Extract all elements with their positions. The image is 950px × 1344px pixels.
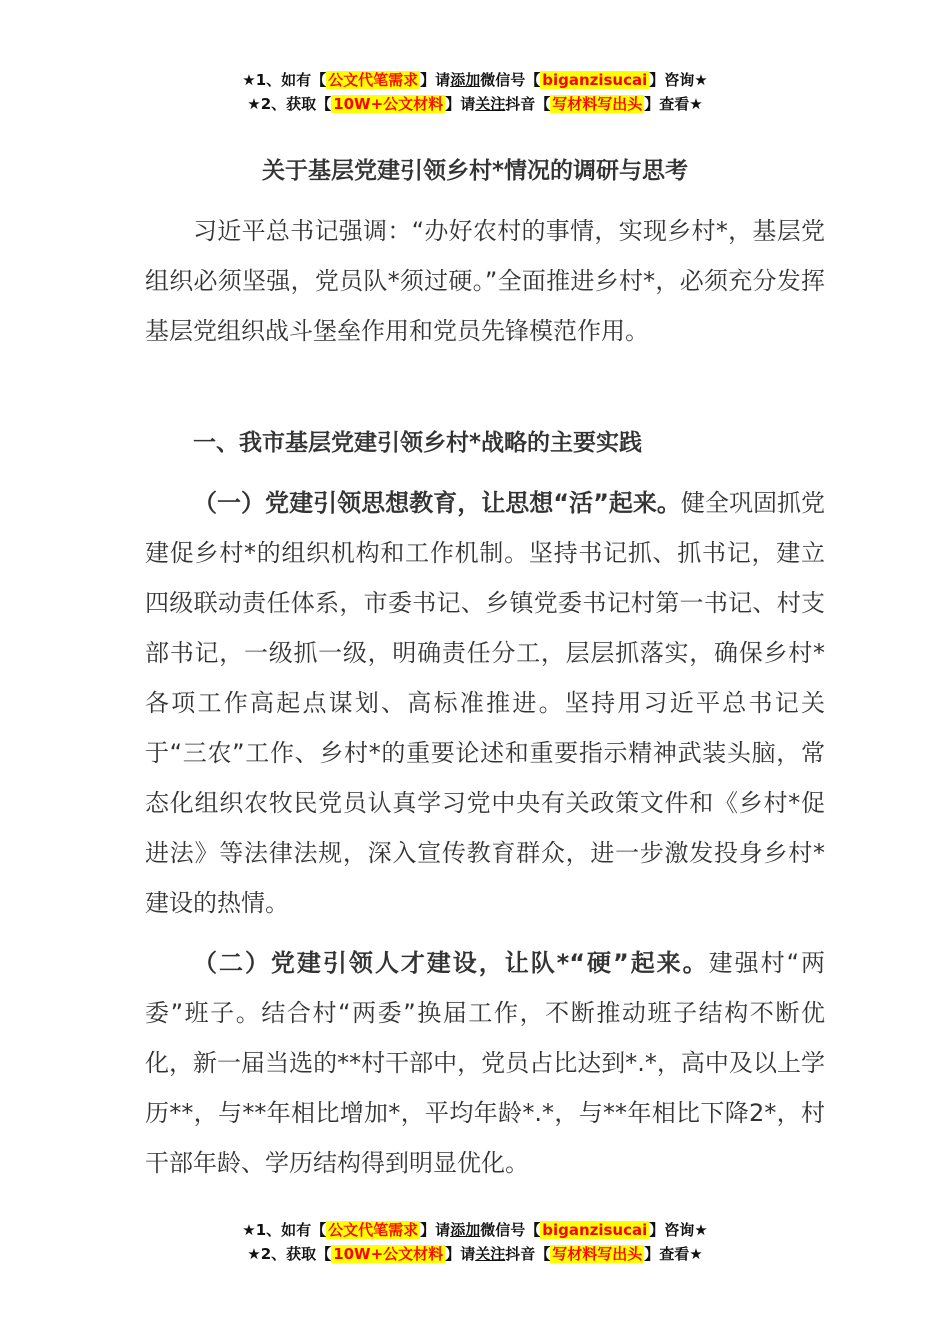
douyin-id: 写材料写出头 [552, 95, 643, 113]
promo-line-2: ★2、获取【 10W+公文材料 】请关注抖音【 写材料写出头 】查看★ [247, 1245, 703, 1263]
paragraph-section-1-2: （二）党建引领人才建设，让队*“硬”起来。建强村“两委”班子。结合村“两委”换届工作，不断推动班子结构不断优化，新一届当选的**村干部中，党员占比达到*.*，高中及以上学历**，与**年相比增加*，平均年龄*.*，与**年相比下降2*，村干部年龄、学历结构得到明显优化。 [145, 949, 825, 1177]
highlight-text: 公文代笔需求 [328, 1221, 419, 1239]
paragraph-lead: （一）党建引领思想教育，让思想“活”起来。 [193, 489, 681, 517]
document-title: 关于基层党建引领乡村*情况的调研与思考 [261, 158, 689, 184]
promo-line-1: ★1、如有【 公文代笔需求 】请添加微信号【 biganzisucai 】咨询★ [242, 1221, 708, 1239]
section-heading-1: 一、我市基层党建引领乡村*战略的主要实践 [193, 430, 643, 456]
promo-banner-top [0, 68, 950, 116]
paragraph-section-1-1: （一）党建引领思想教育，让思想“活”起来。健全巩固抓党建促乡村*的组织机构和工作机制。坚持书记抓、抓书记，建立四级联动责任体系，市委书记、乡镇党委书记村第一书记、村支部书记，一级抓一级，明确责任分工，层层抓落实，确保乡村*各项工作高起点谋划、高标准推进。坚持用习近平总书记关于“三农”工作、乡村*的重要论述和重要指示精神武装头脑，常态化组织农牧民党员认真学习党中央有关政策文件和《乡村*促进法》等法律法规，深入宣传教育群众，进一步激发投身乡村*建设的热情。 [145, 489, 826, 917]
promo-banner-bottom [0, 1218, 950, 1266]
highlight-text: 公文代笔需求 [328, 71, 419, 89]
intro-paragraph: 习近平总书记强调：“办好农村的事情，实现乡村*，基层党组织必须坚强，党员队*须过硬。”全面推进乡村*，必须充分发挥基层党组织战斗堡垒作用和党员先锋模范作用。 [145, 217, 825, 345]
promo-line-2: ★2、获取【 10W+公文材料 】请关注抖音【 写材料写出头 】查看★ [247, 95, 703, 113]
paragraph-lead: （二）党建引领人才建设，让队*“硬”起来。 [193, 949, 709, 977]
highlight-text: 10W+公文材料 [333, 95, 444, 113]
highlight-text: 10W+公文材料 [333, 1245, 444, 1263]
promo-line-1: ★1、如有【 公文代笔需求 】请添加微信号【 biganzisucai 】咨询★ [242, 71, 708, 89]
douyin-id: 写材料写出头 [552, 1245, 643, 1263]
wechat-id: biganzisucai [542, 1221, 648, 1239]
wechat-id: biganzisucai [542, 71, 648, 89]
